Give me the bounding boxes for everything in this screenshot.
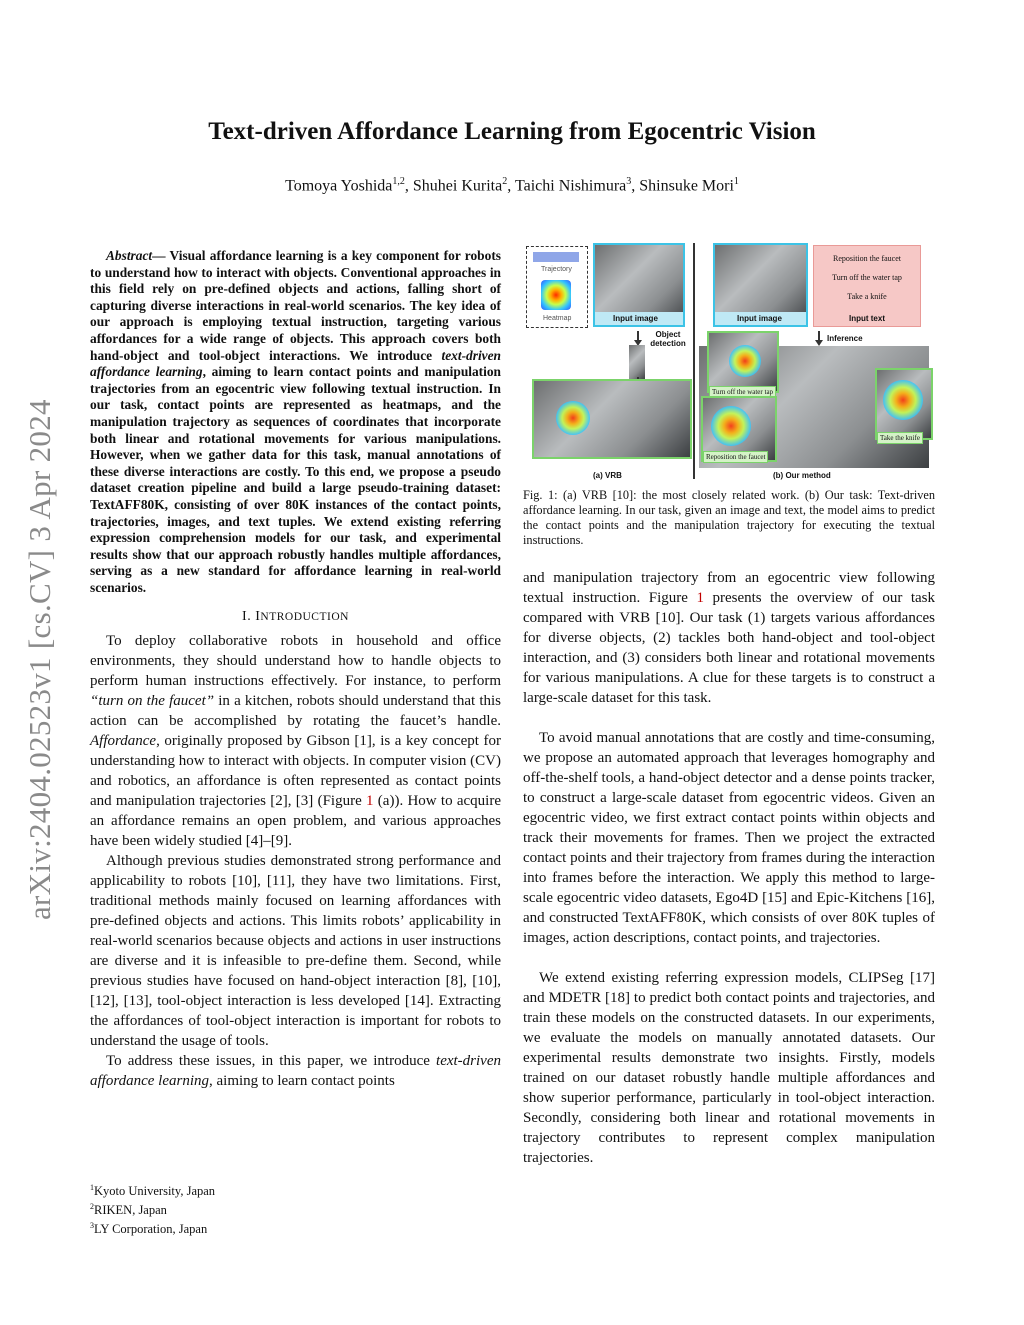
instruction-text: Reposition the faucet bbox=[833, 254, 901, 263]
footnote-mark: 3 bbox=[90, 1221, 94, 1231]
author-affiliation: 1,2 bbox=[392, 176, 405, 187]
author-affiliation: 3 bbox=[626, 176, 632, 187]
section-heading bbox=[90, 609, 501, 625]
output-tag: Turn off the water tap bbox=[709, 386, 776, 398]
heatmap-overlay bbox=[883, 380, 923, 420]
subfigure-label-a: (a) VRB bbox=[593, 471, 622, 480]
author-name: , Taichi Nishimura bbox=[507, 177, 627, 195]
figure-ref-link[interactable]: 1 bbox=[366, 793, 374, 810]
object-detection-label: Object detection bbox=[650, 330, 686, 348]
our-input-image bbox=[713, 243, 808, 327]
para-text: To address these issues, in this paper, we introduce bbox=[106, 1053, 437, 1070]
para-text: To deploy collaborative robots in household and office environments, they should understand how to handle objects to perform human instructions effectively. For instance, to perform bbox=[90, 633, 501, 690]
section-first-letter: I bbox=[255, 609, 261, 625]
footnote-mark: 2 bbox=[90, 1202, 94, 1212]
intro-paragraph-6: We extend existing referring expression models, CLIPSeg [17] and MDETR [18] to predict both contact points and trajectories, and train these models on the constructed datasets. In our experiments, we evaluate the models on manually annotated datasets. Our experimental results demonstrate two insights. Firstly, models trained on our dataset robustly handle multiple affordances and show superior performance, particularly in tool-object interaction. Secondly, considering both linear and rotational movements in trajectory contributes to represent complex manipulation trajectories. bbox=[523, 970, 935, 1166]
footnotes bbox=[90, 1180, 390, 1237]
legend-heatmap-label: Heatmap bbox=[543, 315, 572, 322]
footnote-mark: 1 bbox=[90, 1183, 94, 1192]
arrow-down-icon bbox=[818, 331, 820, 341]
author-list bbox=[0, 176, 1024, 195]
footnote bbox=[90, 1218, 390, 1237]
para-quote: “turn on the faucet” bbox=[90, 693, 215, 710]
figure-divider bbox=[693, 243, 695, 479]
author-affiliation: 1 bbox=[733, 176, 739, 187]
input-text-label: Input text bbox=[849, 314, 885, 323]
footnote-text: Kyoto University, Japan bbox=[94, 1184, 216, 1199]
abstract-emphasis: text-driven affordance learning bbox=[90, 347, 501, 380]
intro-paragraph-1 bbox=[90, 631, 501, 851]
knife-output bbox=[875, 368, 933, 440]
para-text: (a)). How to acquire an affordance remains an open problem, and various approaches have been widely studied [4]–[9]. bbox=[90, 793, 501, 850]
author-name: Tomoya Yoshida bbox=[285, 177, 393, 195]
left-column bbox=[90, 248, 501, 1091]
abstract-text-cont: , aiming to learn contact points and manipulation trajectories from an egocentric view following textual instruction. In our task, contact points are represented as heatmaps, and the manipulation trajectory as sequences of coordinates that incorporate both linear and rotational movements for various manipulations. However, when we gather data for this task, manual annotations of these diverse interactions are costly. To this end, we propose a pseudo dataset creation pipeline and build a large pseudo-training dataset: TextAFF80K, consisting of over 80K instances of the contact points, trajectories, images, and text tuples. We extend existing referring expression comprehension models for our task, and experimental results show that our approach robustly handles multiple affordances, serving as a new standard for affordance learning in real-world scenarios. bbox=[90, 364, 502, 595]
para-text: , aiming to learn contact points bbox=[209, 1073, 395, 1090]
arxiv-identifier: arXiv:2404.02523v1 [cs.CV] 3 Apr 2024 bbox=[22, 399, 57, 920]
right-column bbox=[523, 568, 935, 1168]
section-number: I. bbox=[242, 609, 256, 625]
paper-title: Text-driven Affordance Learning from Egocentric Vision bbox=[208, 118, 816, 145]
input-text-box bbox=[813, 245, 921, 327]
heatmap-overlay bbox=[711, 406, 751, 446]
heatmap-overlay bbox=[556, 401, 590, 435]
intro-paragraph-3 bbox=[90, 1051, 501, 1091]
para-emphasis: Affordance bbox=[90, 733, 157, 750]
subfigure-label-b: (b) Our method bbox=[773, 471, 831, 480]
heatmap-legend-icon bbox=[541, 280, 571, 310]
para-text: , originally proposed by Gibson [1], is a key concept for understanding how to interact with objects. In computer vision (CV) and robotics, an affordance is often represented as contact points and manipulation trajectories [2], [3] (Figure bbox=[90, 733, 501, 810]
legend-box bbox=[526, 246, 588, 328]
legend-trajectory-label: Trajectory bbox=[541, 266, 572, 273]
author-name: , Shuhei Kurita bbox=[404, 177, 503, 195]
detected-object-crop bbox=[629, 345, 645, 379]
abstract-text: — Visual affordance learning is a key component for robots to understand how to interact with objects. Conventional approaches in this field rely on pre-defined objects and actions, falling short of capturing diverse interactions in real-world scenarios. The key idea of our approach is employing textual instruction, targeting various affordances for a wide range of objects. This approach covers both hand-object and tool-object interactions. We introduce bbox=[90, 248, 501, 363]
trajectory-legend-icon bbox=[533, 252, 579, 262]
vrb-output-image bbox=[532, 379, 692, 459]
figure-ref-link[interactable]: 1 bbox=[696, 590, 704, 606]
para-text: in a kitchen, robots should understand that this action can be accomplished by rotating the faucet’s handle. bbox=[90, 693, 501, 730]
intro-paragraph-2: Although previous studies demonstrated strong performance and applicability to robots [10], [11], they have two limitations. First, traditional methods mainly focused on learning affordances with pre-defined objects and actions. This limits robots’ applicability in real-world scenarios because objects and actions in user instructions are diverse and it is infeasible to pre-define them. Second, while previous studies have focused on hand-object interaction [8], [10], [12], [13], tool-object interaction is less developed [14]. Extracting the affordances of tool-object interaction is important for robots to understand the usage of tools. bbox=[90, 853, 501, 1050]
output-tag: Reposition the faucet bbox=[703, 451, 768, 463]
figure-1 bbox=[523, 243, 935, 481]
author-name: , Shinsuke Mori bbox=[631, 177, 734, 195]
footnote bbox=[90, 1199, 390, 1218]
footnote bbox=[90, 1180, 390, 1199]
para-emphasis: text-driven affordance learning bbox=[90, 1053, 501, 1090]
figure-caption: Fig. 1: (a) VRB [10]: the most closely related work. (b) Our task: Text-driven affordance learning. In our task, given an image and text, the model aims to predict the contact points and the manipulation trajectory for executing the textual instructions. bbox=[523, 488, 935, 547]
intro-paragraph-4 bbox=[523, 568, 935, 708]
instruction-text: Take a knife bbox=[847, 292, 887, 301]
para-text: and manipulation trajectory from an egocentric view following textual instruction. Figure bbox=[523, 570, 935, 606]
para-text: presents the overview of our task compared with VRB [10]. Our task (1) targets various affordances for diverse objects, (2) tackles both hand-object and tool-object interaction, and (3) considers both linear and rotational movements for various manipulations. A clue for these targets is to construct a large-scale dataset for this task. bbox=[523, 590, 935, 706]
abstract bbox=[90, 248, 501, 596]
footnote-text: LY Corporation, Japan bbox=[94, 1222, 208, 1237]
vrb-input-image bbox=[593, 243, 685, 327]
input-image-label: Input image bbox=[613, 314, 658, 323]
output-tag: Take the knife bbox=[877, 432, 923, 444]
arrow-down-icon bbox=[637, 331, 639, 341]
heatmap-overlay bbox=[729, 345, 761, 377]
intro-paragraph-5: To avoid manual annotations that are costly and time-consuming, we propose an automated approach that leverages homography and off-the-shelf tools, a hand-object detector and a dense points tracker, to construct a large-scale dataset from egocentric videos. Given an egocentric video, we first extract contact points within objects and track their movements for frames. Then we project the extracted contact points and their trajectory from frames during the interaction into frames before the interaction. We apply this method to large-scale egocentric video datasets, Ego4D [15] and Epic-Kitchens [16], and constructed TextAFF80K, which consists of over 80K tuples of images, action descriptions, contact points, and trajectories. bbox=[523, 730, 935, 946]
footnote-text: RIKEN, Japan bbox=[94, 1203, 167, 1218]
inference-label: Inference bbox=[827, 334, 863, 343]
section-title: NTRODUCTION bbox=[260, 611, 349, 624]
water-tap-output bbox=[707, 331, 779, 393]
instruction-text: Turn off the water tap bbox=[832, 273, 902, 282]
author-affiliation: 2 bbox=[502, 176, 508, 187]
input-image-label: Input image bbox=[737, 314, 782, 323]
abstract-lead: Abstract bbox=[106, 248, 153, 263]
